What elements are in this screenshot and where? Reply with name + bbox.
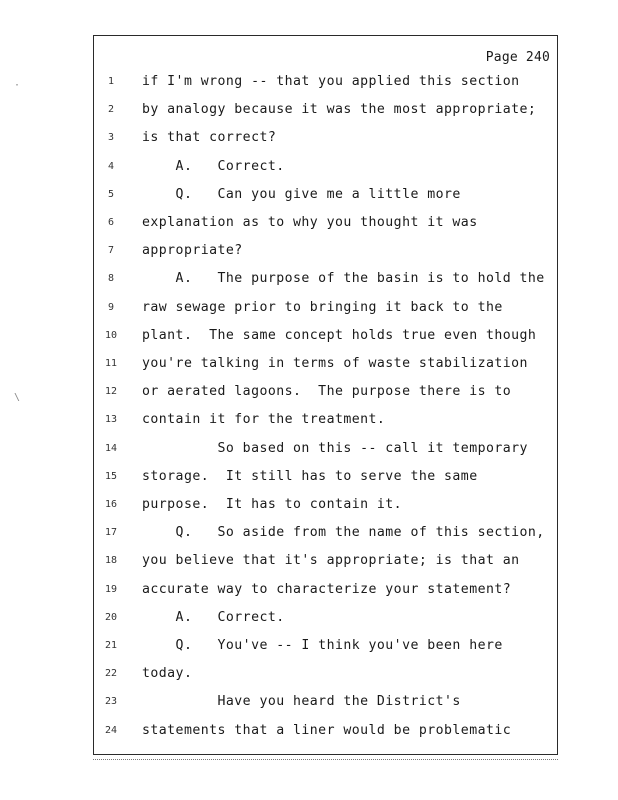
transcript-line: today. — [142, 666, 193, 682]
scan-speck: · — [14, 80, 21, 91]
line-number: 5 — [107, 188, 115, 200]
transcript-line: or aerated lagoons. The purpose there is to — [142, 384, 512, 400]
transcript-line: statements that a liner would be problematic — [142, 722, 512, 738]
bottom-rule — [93, 759, 558, 760]
transcript-line: plant. The same concept holds true even though — [142, 327, 537, 343]
line-number: 7 — [107, 245, 115, 257]
transcript-line: you're talking in terms of waste stabilization — [142, 356, 528, 371]
line-number: 19 — [104, 583, 118, 595]
transcript-line: storage. It still has to serve the same — [142, 468, 478, 484]
line-number: 17 — [104, 527, 118, 539]
line-number: 15 — [104, 470, 118, 482]
transcript-line: is that correct? — [142, 130, 277, 146]
transcript-line: A. Correct. — [142, 158, 285, 174]
transcript-line: Have you heard the District's — [142, 694, 461, 710]
line-number: 1 — [107, 76, 115, 87]
line-number: 10 — [104, 329, 118, 341]
line-number: 3 — [107, 132, 115, 144]
transcript-line: you believe that it's appropriate; is that an — [142, 553, 520, 569]
transcript-line: accurate way to characterize your statement? — [142, 581, 512, 597]
line-number: 8 — [107, 273, 115, 285]
transcript-line: A. The purpose of the basin is to hold the — [142, 271, 545, 287]
page-number: Page 240 — [485, 50, 550, 65]
line-number: 20 — [104, 611, 118, 623]
line-number: 21 — [104, 640, 118, 651]
line-number: 18 — [104, 555, 118, 567]
line-number: 11 — [104, 358, 118, 369]
transcript-line: Q. So aside from the name of this section, — [142, 525, 545, 541]
line-number: 2 — [107, 104, 115, 116]
line-number: 16 — [104, 499, 118, 510]
line-number: 9 — [107, 301, 115, 313]
transcript-line: appropriate? — [142, 243, 243, 259]
transcript-line: Q. You've -- I think you've been here — [142, 638, 503, 653]
transcript-line: So based on this -- call it temporary — [142, 440, 528, 456]
line-number: 23 — [104, 696, 118, 708]
transcript-line: raw sewage prior to bringing it back to the — [142, 299, 503, 315]
transcript-line: by analogy because it was the most appropriate; — [142, 102, 537, 118]
transcript-line: purpose. It has to contain it. — [142, 497, 403, 512]
transcript-line: explanation as to why you thought it was — [142, 215, 478, 230]
line-number: 6 — [107, 217, 115, 228]
line-number: 14 — [104, 442, 118, 454]
transcript-line: A. Correct. — [142, 609, 285, 625]
transcript-line: Q. Can you give me a little more — [142, 186, 461, 202]
scan-speck: \ — [14, 392, 21, 403]
line-number: 22 — [104, 668, 118, 680]
line-number: 4 — [107, 160, 115, 172]
line-number: 13 — [104, 414, 118, 426]
line-number: 24 — [104, 724, 118, 736]
transcript-line: if I'm wrong -- that you applied this section — [142, 74, 520, 89]
line-number: 12 — [104, 386, 118, 398]
transcript-line: contain it for the treatment. — [142, 412, 386, 428]
